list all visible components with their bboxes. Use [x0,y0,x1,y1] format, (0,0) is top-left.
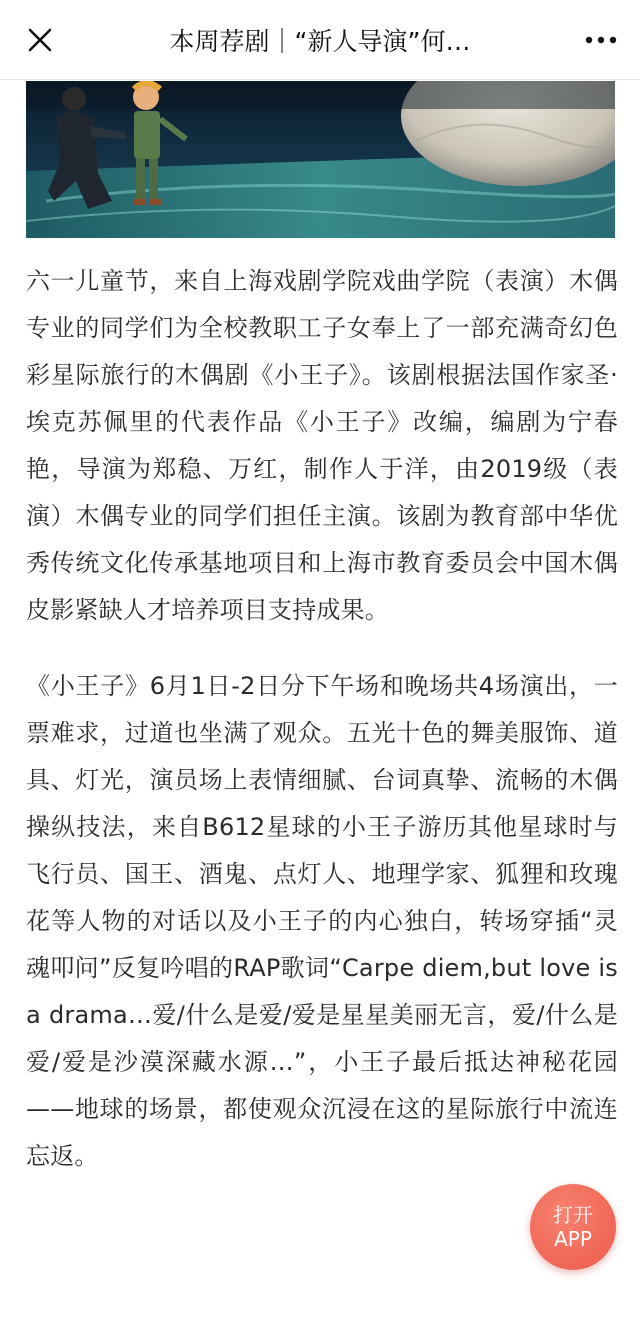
page-title: 本周荐剧｜“新人导演”何… [169,27,471,56]
close-icon[interactable] [20,20,60,60]
stage-photo [26,81,615,238]
article-body [26,258,618,1180]
open-app-button[interactable] [530,1184,616,1270]
open-app-line2: APP [554,1227,592,1251]
article-paragraph: 《小王子》6月1日-2日分下午场和晚场共4场演出，一票难求，过道也坐满了观众。五光十色的舞美服饰、道具、灯光，演员场上表情细腻、台词真挚、流畅的木偶操纵技法，来自B612星球的小王子游历其他星球时与飞行员、国王、酒鬼、点灯人、地理学家、狐狸和玫瑰花等人物的对话以及小王子的内心独白，转场穿插“灵魂叩问”反复吟唱的RAP歌词“Carpe diem,but love is a drama…爱/什么是爱/爱是星星美丽无言，爱/什么是爱/爱是沙漠深藏水源…”，小王子最后抵达神秘花园——地球的场景，都使观众沉浸在这的星际旅行中流连忘返。 [26,672,618,1170]
more-dots-icon[interactable] [579,22,623,58]
open-app-line1: 打开 [553,1203,593,1227]
top-bar [0,0,639,80]
article-paragraph: 六一儿童节，来自上海戏剧学院戏曲学院（表演）木偶专业的同学们为全校教职工子女奉上了一部充满奇幻色彩星际旅行的木偶剧《小王子》。该剧根据法国作家圣·埃克苏佩里的代表作品《小王子》改编，编剧为宁春艳，导演为郑稳、万红，制作人于洋，由2019级（表演）木偶专业的同学们担任主演。该剧为教育部中华优秀传统文化传承基地项目和上海市教育委员会中国木偶皮影紧缺人才培养项目支持成果。 [26,267,618,624]
